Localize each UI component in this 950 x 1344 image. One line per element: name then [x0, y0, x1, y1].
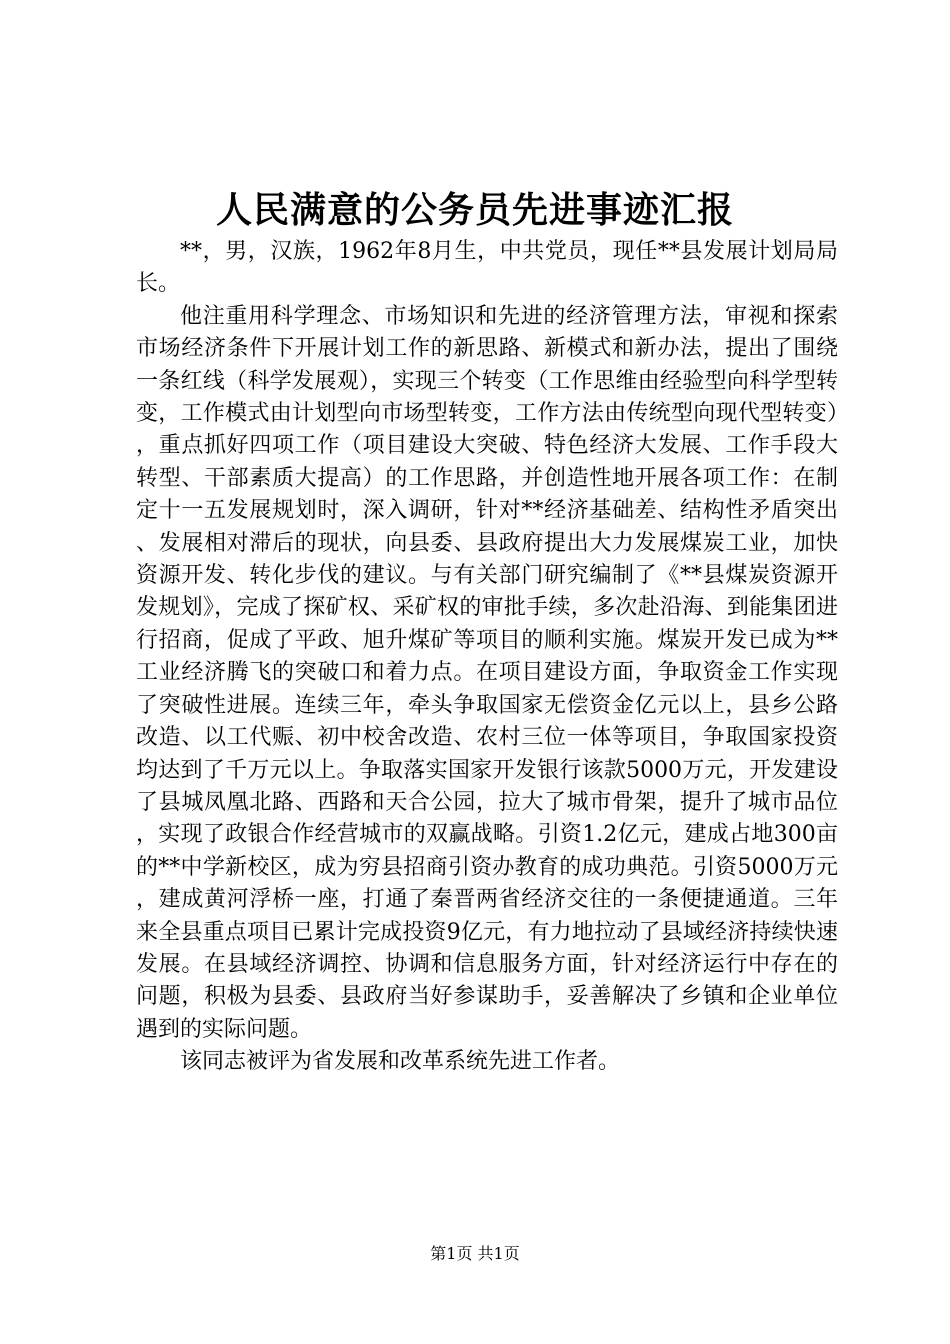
document-body: [136, 236, 838, 1079]
paragraph-honor: 该同志被评为省发展和改革系统先进工作者。: [180, 1049, 621, 1075]
document-title: 人民满意的公务员先进事迹汇报: [215, 189, 734, 231]
paragraph-achievements: 他注重用科学理念、市场知识和先进的经济管理方法，审视和探索市场经济条件下开展计划工作的新思路、新模式和新办法，提出了围绕一条红线（科学发展观），实现三个转变（工作思维由经验型向科学型转变，工作模式由计划型向市场型转变，工作方法由传统型向现代型转变），重点抓好四项工作（项目建设大突破、特色经济大发展、工作手段大转型、干部素质大提高）的工作思路，并创造性地开展各项工作：在制定十一五发展规划时，深入调研，针对**经济基础差、结构性矛盾突出、发展相对滞后的现状，向县委、县政府提出大力发展煤炭工业，加快资源开发、转化步伐的建议。与有关部门研究编制了《**县煤炭资源开发规划》，完成了探矿权、采矿权的审批手续，多次赴沿海、到能集团进行招商，促成了平政、旭升煤矿等项目的顺利实施。煤炭开发已成为**工业经济腾飞的突破口和着力点。在项目建设方面，争取资金工作实现了突破性进展。连续三年，牵头争取国家无偿资金亿元以上，县乡公路改造、以工代赈、初中校舍改造、农村三位一体等项目，争取国家投资均达到了千万元以上。争取落实国家开发银行该款5000万元，开发建设了县城凤凰北路、西路和天合公园，拉大了城市骨架，提升了城市品位，实现了政银合作经营城市的双赢战略。引资1.2亿元，建成占地300亩的**中学新校区，成为穷县招商引资办教育的成功典范。引资5000万元，建成黄河浮桥一座，打通了秦晋两省经济交往的一条便捷通道。三年来全县重点项目已累计完成投资9亿元，有力地拉动了县域经济持续快速发展。在县域经济调控、协调和信息服务方面，针对经济运行中存在的问题，积极为县委、县政府当好参谋助手，妥善解决了乡镇和企业单位遇到的实际问题。: [136, 303, 838, 1042]
page-number: 第1页: [430, 1244, 473, 1263]
paragraph-intro: **，男，汉族，1962年8月生，中共党员，现任**县发展计划局局长。: [136, 239, 838, 297]
page-footer: [0, 1242, 950, 1266]
page-total: 共1页: [477, 1244, 520, 1263]
